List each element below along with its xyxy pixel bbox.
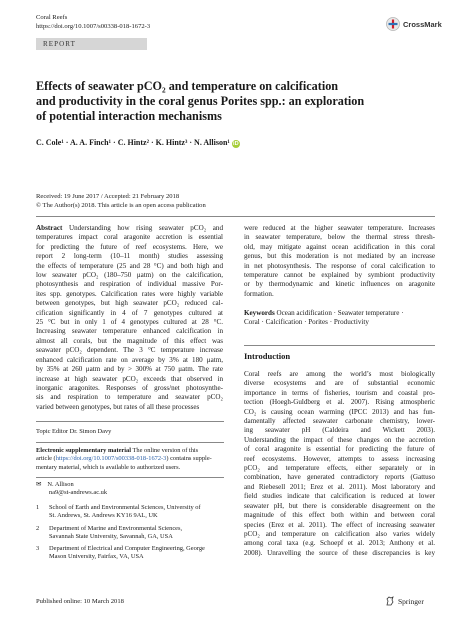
abstract-line: the effects of temperature (25 and 28 °C) and both high and	[36, 261, 223, 270]
affiliation-item: 1 School of Earth and Environmental Sciences, University of St. Andrews, St. Andrews KY16 9AL, UK	[36, 504, 201, 520]
crossmark-icon	[386, 17, 400, 31]
abstract-line: Abstract Understanding how rising seawater pCO₂ and	[36, 224, 223, 232]
body-line: seawater pH, but there is considerable disagreement on the	[244, 501, 435, 510]
author-list	[36, 138, 240, 148]
body-line: and Riebesell 2011; Erez et al. 2011). Most laboratory and	[244, 482, 435, 491]
abstract-continued	[244, 224, 435, 299]
title-line: of potential interaction mechanisms	[36, 109, 222, 123]
body-line: magnitude of this effect both within and between coral	[244, 511, 435, 520]
authors-text: C. Cole¹ · A. A. Finch¹ · C. Hintz² · K. Hintz³ · N. Allison¹	[36, 138, 230, 147]
abstract-line: enhanced calcification rate on average by 3% at 180 μatm,	[36, 355, 223, 364]
abstract-line: or by thermodynamic and kinetic influences on aragonite	[244, 280, 435, 289]
divider	[36, 216, 435, 217]
body-line: 2008). Unravelling the source of these discrepancies is key	[244, 548, 435, 557]
abstract-line: cification significantly in 4 of 7 genotypes cultured at	[36, 308, 223, 317]
topic-editor: Topic Editor Dr. Simon Davy	[36, 428, 112, 435]
abstract-line: between genotypes, but high seawater pCO₂ reduced cal-	[36, 299, 223, 308]
body-line: Understanding the impact of these changes on the accretion	[244, 435, 435, 444]
abstract-line: report 2 long-term (10–11 month) studies assessing	[36, 252, 223, 261]
abstract-line: inorganic aragonites. Responses of gross/net photosynthe-	[36, 383, 223, 392]
abstract-line: Increasing seawater temperature enhanced calcification in	[36, 327, 223, 336]
abstract-line: in net photosynthesis. The response of coral calcification to	[244, 261, 435, 270]
body-line: among coral taxa (e.g. Schoepf et al. 2013; Anthony et al.	[244, 539, 435, 548]
affiliation-item: 2 Department of Marine and Environmental Sciences, Savannah State University, Savannah, GA, USA	[36, 524, 183, 540]
correspondence	[36, 481, 223, 498]
body-line: damentally affected seawater carbonate chemistry, lower-	[244, 417, 435, 426]
body-line: field studies indicate that calcification is reduced at lower	[244, 492, 435, 501]
body-line: pCO₂ and temperature effects, either separately or in	[244, 464, 435, 473]
doi-link[interactable]: https://doi.org/10.1007/s00338-018-1672-3	[36, 22, 151, 30]
abstract-line: 25 °C but in only 1 of 4 genotypes cultured at 28 °C.	[36, 318, 223, 327]
article-type-bar	[36, 38, 147, 50]
journal-name: Coral Reefs	[36, 14, 68, 21]
body-line: of coral aragonite is essential for predicting the future of	[244, 445, 435, 454]
body-line: reef ecosystems. However, attempts to assess increasing	[244, 454, 435, 463]
article-type-label: REPORT	[43, 39, 77, 48]
body-line: diverse ecosystems and are of substantial economic	[244, 379, 435, 388]
affiliations	[36, 504, 223, 566]
body-line: pCO₂ and temperature on calcification also varies widely	[244, 529, 435, 538]
abstract-line: for predicting the future of reef ecosystems. Here, we	[36, 242, 223, 251]
supplementary-note: Electronic supplementary material The online version of this article (https://doi.org/10.1007/s00338-018-1672-3) contains supple- mentary material, which is available to authorized users.	[36, 447, 212, 471]
front-matter	[36, 428, 223, 436]
abstract-line: increase at high seawater pCO₂ exceeds that observed in	[36, 374, 223, 383]
abstract-line: ites spp. genotypes. Calcification rates were highly variable	[36, 289, 223, 298]
body-line: Coral reefs are among the world’s most biologically	[244, 370, 435, 378]
received-accepted: Received: 19 June 2017 / Accepted: 21 February 2018	[36, 193, 180, 200]
divider	[36, 477, 224, 478]
body-line: ing seawater pH (Caldeira and Wickett 2003).	[244, 426, 435, 435]
affiliation-item: 3 Department of Electrical and Computer Engineering, George Mason University, Fairfax, VA, USA	[36, 545, 205, 561]
body-line: combination, have generated contradictory reports (Gattuso	[244, 473, 435, 482]
published-date: Published online: 10 March 2018	[36, 598, 124, 605]
crossmark-badge[interactable]	[386, 17, 442, 31]
body-line: tection (Hoegh-Guldberg et al. 2007). Rising atmospheric	[244, 398, 435, 407]
section-divider	[244, 345, 435, 346]
body-line: importance in terms of fisheries, tourism and coastal pro-	[244, 388, 435, 397]
abstract-line: by 35% at 260 μatm and by > 300% at 750 μatm. The rate	[36, 365, 223, 374]
copyright-notice: © The Author(s) 2018. This article is an open access publication	[36, 201, 206, 209]
divider	[36, 421, 224, 422]
orcid-icon[interactable]: iD	[233, 141, 239, 147]
abstract-line: genus, but this moderation is not mediated by an increase	[244, 252, 435, 261]
publisher-name: Springer	[398, 596, 424, 606]
abstract	[36, 224, 223, 412]
article-title	[36, 79, 436, 124]
abstract-line: sis and respiration to temperature and seawater pCO₂	[36, 393, 223, 402]
abstract-line: seawater pCO₂ dependent. The 3 °C temperature increase	[36, 346, 223, 355]
envelope-icon: ✉	[36, 481, 42, 488]
abstract-line: low seawater pCO₂ (180–750 μatm) on the calcification,	[36, 271, 223, 280]
abstract-label: Abstract	[36, 224, 63, 232]
article-dates	[36, 193, 206, 210]
title-line: and productivity in the coral genus Porites spp.: an exploration	[36, 94, 365, 108]
publisher-logo	[385, 596, 424, 606]
correspondence-name: N. Allison	[47, 481, 74, 488]
abstract-line: in seawater temperature, below the thermal stress thresh-	[244, 233, 435, 242]
crossmark-label: CrossMark	[403, 19, 442, 29]
abstract-line: old, may mitigate against ocean acidification in this coral	[244, 242, 435, 251]
body-line: CO₂ is causing ocean warming (IPCC 2013) and has fun-	[244, 407, 435, 416]
springer-horse-icon	[385, 596, 395, 606]
correspondence-email[interactable]: na9@st-andrews.ac.uk	[49, 489, 108, 497]
keywords-label: Keywords	[244, 309, 275, 317]
abstract-line: varied between genotypes, but rates of all these processes	[36, 402, 200, 411]
abstract-line: almost all corals, but the magnitude of this effect was	[36, 336, 223, 345]
esm-label: Electronic supplementary material	[36, 447, 132, 454]
esm-link[interactable]: https://doi.org/10.1007/s00338-018-1672-3	[55, 455, 167, 463]
abstract-line: photosynthesis and respiration of individual massive Por-	[36, 280, 223, 289]
title-line: Effects of seawater pCO₂ and temperature on calcification	[36, 79, 339, 93]
introduction-body	[244, 370, 435, 558]
journal-header	[36, 14, 150, 31]
abstract-line: were reduced at the higher seawater temperature. Increases	[244, 224, 435, 232]
section-heading-introduction: Introduction	[244, 351, 291, 361]
abstract-line: temperatures impact coral aragonite accretion is essential	[36, 233, 223, 242]
divider	[36, 442, 224, 443]
body-line: species (Erez et al. 2011). The effect of increasing seawater	[244, 520, 435, 529]
abstract-line: formation.	[244, 289, 274, 298]
keywords: Keywords Ocean acidification · Seawater temperature · Coral · Calcification · Porites · Productivity	[244, 309, 404, 327]
abstract-line: temperature cannot be explained by symbiont productivity	[244, 271, 435, 280]
